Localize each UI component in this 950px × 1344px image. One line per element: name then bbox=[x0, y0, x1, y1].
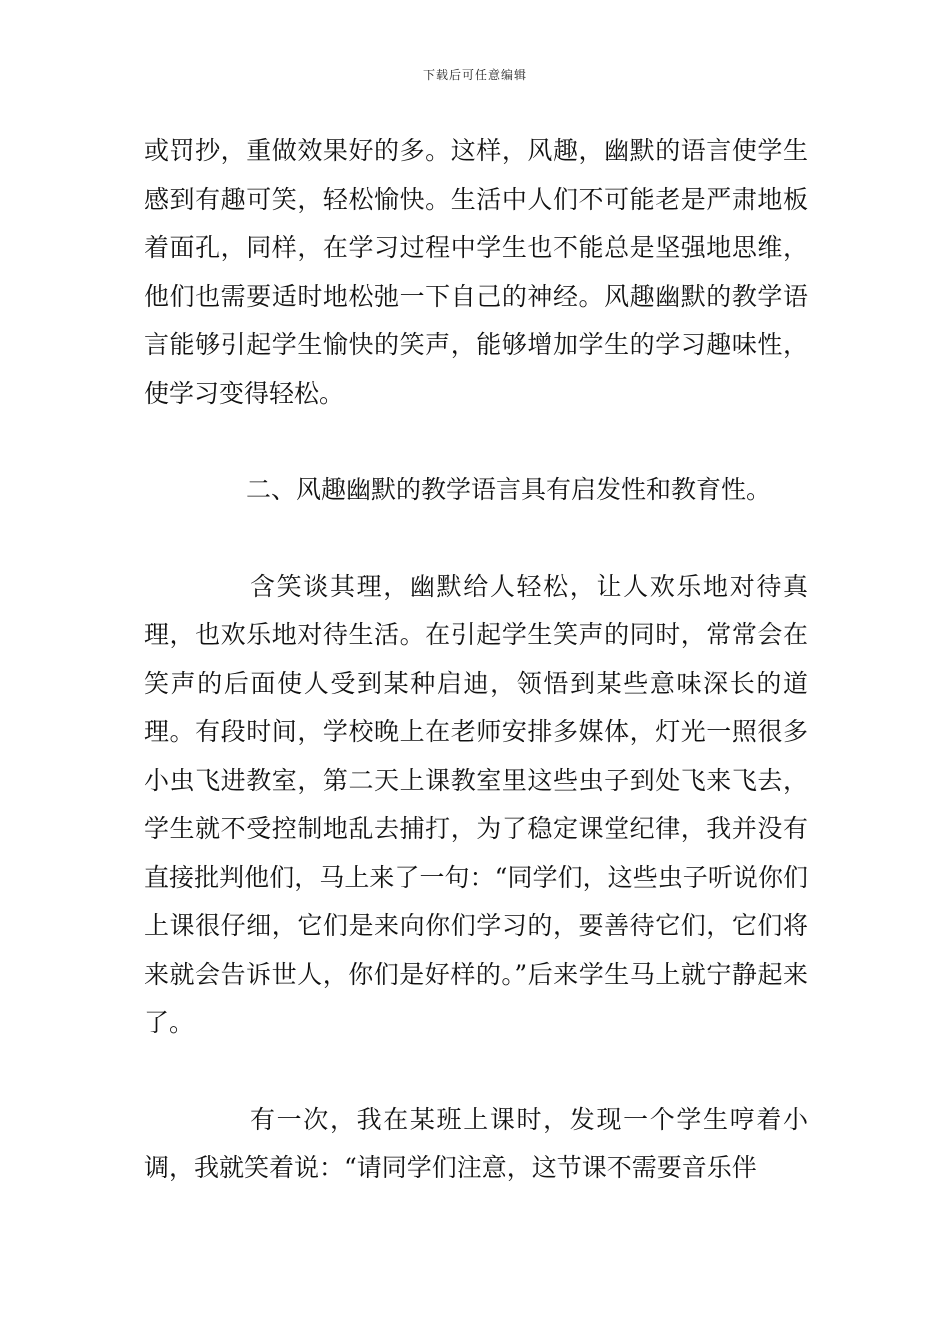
paragraph-1: 或罚抄，重做效果好的多。这样，风趣，幽默的语言使学生感到有趣可笑，轻松愉快。生活中人们不可能老是严肃地板着面孔，同样，在学习过程中学生也不能总是坚强地思维，他们也需要适时地松弛一下自己的神经。风趣幽默的教学语言能够引起学生愉快的笑声，能够增加学生的学习趣味性，使学习变得轻松。 bbox=[144, 136, 808, 408]
paragraph-3: 有一次，我在某班上课时，发现一个学生哼着小调，我就笑着说：“请同学们注意，这节课不需要音乐伴 bbox=[144, 1104, 808, 1182]
section-heading-2: 二、风趣幽默的教学语言具有启发性和教育性。 bbox=[246, 475, 772, 504]
document-body bbox=[144, 127, 808, 1193]
page-header: 下载后可任意编辑 bbox=[422, 68, 527, 82]
paragraph-2: 含笑谈其理，幽默给人轻松，让人欢乐地对待真理，也欢乐地对待生活。在引起学生笑声的同时，常常会在笑声的后面使人受到某种启迪，领悟到某些意味深长的道理。有段时间，学校晚上在老师安排多媒体，灯光一照很多小虫飞进教室，第二天上课教室里这些虫子到处飞来飞去，学生就不受控制地乱去捕打，为了稳定课堂纪律，我并没有直接批判他们，马上来了一句：“同学们，这些虫子听说你们上课很仔细，它们是来向你们学习的，要善待它们，它们将来就会告诉世人，你们是好样的。”后来学生马上就宁静起来了。 bbox=[144, 571, 808, 1037]
